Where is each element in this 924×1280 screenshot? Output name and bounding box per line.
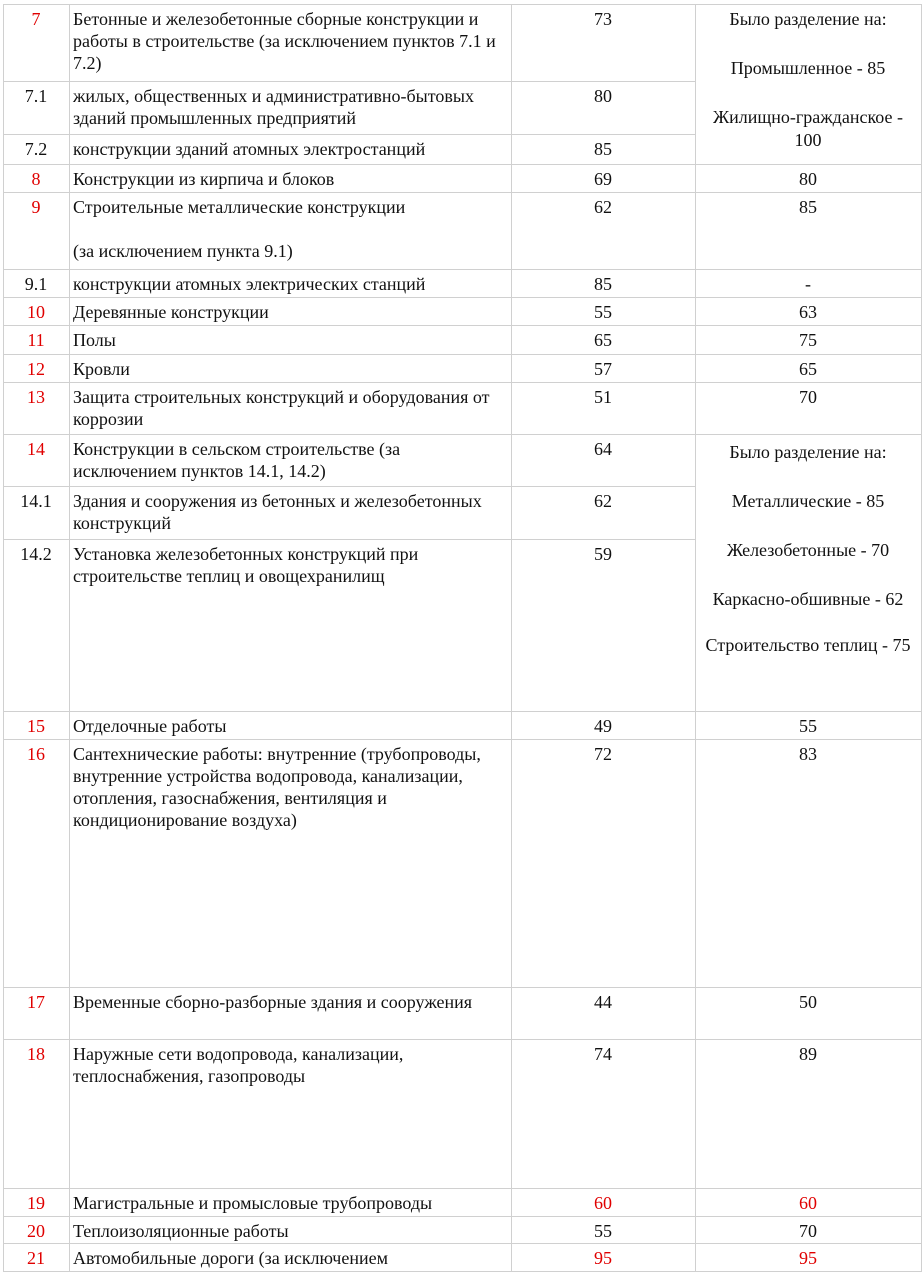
row-previous-value: 55 <box>696 712 922 740</box>
row-number: 11 <box>4 326 70 355</box>
row-value: 95 <box>512 1244 696 1272</box>
row-value: 44 <box>512 988 696 1040</box>
row-value: 55 <box>512 298 696 326</box>
table-row <box>4 988 922 1040</box>
row-description: Установка железобетонных конструкций при строительстве теплиц и овощехранилищ <box>70 540 512 712</box>
row-description-main: Строительные металлические конструкции <box>73 197 406 217</box>
row-previous-value: 89 <box>696 1040 922 1189</box>
note-line: Каркасно-обшивные - 62 <box>712 589 904 609</box>
row-previous-value: 95 <box>696 1244 922 1272</box>
row-previous-value: 50 <box>696 988 922 1040</box>
table-row <box>4 1244 922 1272</box>
row-value: 74 <box>512 1040 696 1189</box>
row-number: 21 <box>4 1244 70 1272</box>
row-description: Защита строительных конструкций и оборудования от коррозии <box>70 383 512 435</box>
row-number: 14 <box>4 435 70 487</box>
row-description: жилых, общественных и административно-бытовых зданий промышленных предприятий <box>70 82 512 135</box>
table-row <box>4 712 922 740</box>
note-heading: Было разделение на: <box>729 442 887 462</box>
table-row <box>4 435 922 487</box>
row-description: Магистральные и промысловые трубопроводы <box>70 1189 512 1217</box>
row-number: 10 <box>4 298 70 326</box>
row-number: 17 <box>4 988 70 1040</box>
row-description: Сантехнические работы: внутренние (трубопроводы, внутренние устройства водопровода, канализации, отопления, газоснабжения, вентиляция и кондиционирование воздуха) <box>70 740 512 988</box>
row-value: 57 <box>512 355 696 383</box>
row-number: 9 <box>4 193 70 270</box>
group-note <box>696 5 922 165</box>
table-row <box>4 1189 922 1217</box>
note-line: Металлические - 85 <box>731 491 885 511</box>
row-description: Деревянные конструкции <box>70 298 512 326</box>
row-number: 18 <box>4 1040 70 1189</box>
table-row <box>4 5 922 82</box>
row-number: 15 <box>4 712 70 740</box>
row-number: 8 <box>4 165 70 193</box>
row-description: Бетонные и железобетонные сборные конструкции и работы в строительстве (за исключением пунктов 7.1 и 7.2) <box>70 5 512 82</box>
norms-table <box>3 4 922 1272</box>
row-value: 69 <box>512 165 696 193</box>
row-value: 73 <box>512 5 696 82</box>
row-description: Полы <box>70 326 512 355</box>
row-number: 19 <box>4 1189 70 1217</box>
row-previous-value: 80 <box>696 165 922 193</box>
row-previous-value: - <box>696 270 922 298</box>
table-row <box>4 1217 922 1244</box>
row-value: 85 <box>512 135 696 165</box>
table-row <box>4 1040 922 1189</box>
row-value: 62 <box>512 193 696 270</box>
note-line: Строительство теплиц - 75 <box>705 635 911 655</box>
row-previous-value: 65 <box>696 355 922 383</box>
row-description-note: (за исключением пункта 9.1) <box>73 241 293 261</box>
table-row <box>4 165 922 193</box>
row-description: Кровли <box>70 355 512 383</box>
row-description: конструкции атомных электрических станций <box>70 270 512 298</box>
row-number: 16 <box>4 740 70 988</box>
row-value: 55 <box>512 1217 696 1244</box>
row-value: 64 <box>512 435 696 487</box>
row-description: Теплоизоляционные работы <box>70 1217 512 1244</box>
table-row <box>4 326 922 355</box>
group-note <box>696 435 922 712</box>
row-description <box>70 193 512 270</box>
note-heading: Было разделение на: <box>729 9 887 29</box>
row-description: Отделочные работы <box>70 712 512 740</box>
row-value: 80 <box>512 82 696 135</box>
table-row <box>4 740 922 988</box>
row-previous-value: 85 <box>696 193 922 270</box>
row-value: 62 <box>512 487 696 540</box>
row-description: Наружные сети водопровода, канализации, теплоснабжения, газопроводы <box>70 1040 512 1189</box>
row-value: 72 <box>512 740 696 988</box>
note-line: Жилищно-гражданское - 100 <box>713 107 903 150</box>
row-description: Здания и сооружения из бетонных и железобетонных конструкций <box>70 487 512 540</box>
row-number: 7.1 <box>4 82 70 135</box>
row-value: 49 <box>512 712 696 740</box>
row-description: Временные сборно-разборные здания и сооружения <box>70 988 512 1040</box>
row-number: 7 <box>4 5 70 82</box>
row-description: Автомобильные дороги (за исключением <box>70 1244 512 1272</box>
row-description: конструкции зданий атомных электростанций <box>70 135 512 165</box>
row-number: 12 <box>4 355 70 383</box>
row-value: 85 <box>512 270 696 298</box>
row-previous-value: 75 <box>696 326 922 355</box>
table-row <box>4 193 922 270</box>
row-number: 13 <box>4 383 70 435</box>
table-row <box>4 355 922 383</box>
table-row <box>4 298 922 326</box>
row-previous-value: 63 <box>696 298 922 326</box>
row-value: 65 <box>512 326 696 355</box>
row-value: 60 <box>512 1189 696 1217</box>
row-value: 59 <box>512 540 696 712</box>
note-line: Промышленное - 85 <box>730 58 886 78</box>
row-description: Конструкции из кирпича и блоков <box>70 165 512 193</box>
row-description: Конструкции в сельском строительстве (за исключением пунктов 14.1, 14.2) <box>70 435 512 487</box>
row-previous-value: 70 <box>696 383 922 435</box>
note-line: Железобетонные - 70 <box>726 540 890 560</box>
row-number: 14.1 <box>4 487 70 540</box>
row-number: 9.1 <box>4 270 70 298</box>
row-number: 20 <box>4 1217 70 1244</box>
row-number: 7.2 <box>4 135 70 165</box>
row-value: 51 <box>512 383 696 435</box>
table-row <box>4 270 922 298</box>
row-number: 14.2 <box>4 540 70 712</box>
row-previous-value: 83 <box>696 740 922 988</box>
row-previous-value: 70 <box>696 1217 922 1244</box>
row-previous-value: 60 <box>696 1189 922 1217</box>
table-row <box>4 383 922 435</box>
